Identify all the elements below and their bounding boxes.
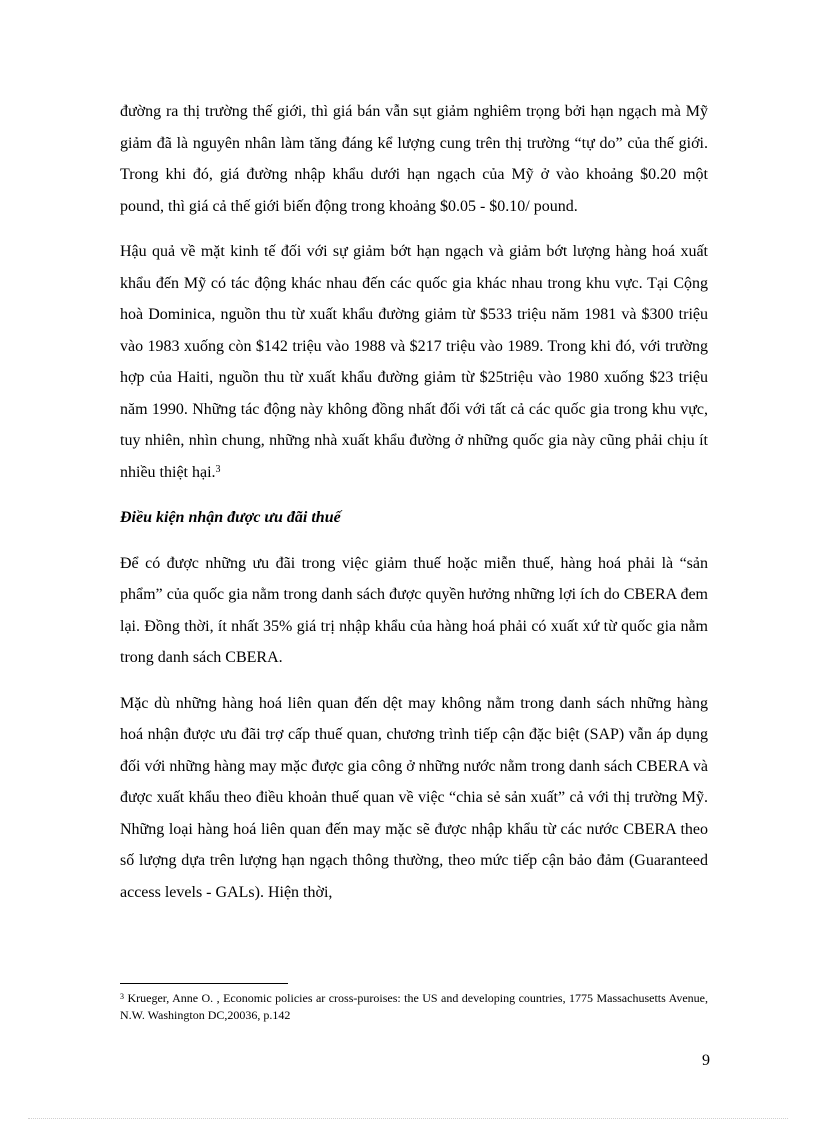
footnote <box>120 990 708 1024</box>
footnote-separator <box>120 983 288 984</box>
page-number: 9 <box>702 1052 710 1069</box>
section-heading: Điều kiện nhận được ưu đãi thuế <box>120 509 341 526</box>
footnote-marker: 3 <box>120 992 124 1001</box>
paragraph-2 <box>120 236 708 488</box>
footnote-reference[interactable]: 3 <box>215 463 221 475</box>
paragraph-1: đường ra thị trường thế giới, thì giá bán vẫn sụt giảm nghiêm trọng bởi hạn ngạch mà Mỹ giảm đã là nguyên nhân làm tăng đáng kể lượng cung trên thị trường “tự do” của thế giới. Trong khi đó, giá đường nhập khẩu dưới hạn ngạch của Mỹ ở vào khoảng $0.20 một pound, thì giá cả thế giới biến động trong khoảng $0.05 - $0.10/ pound. <box>120 103 708 215</box>
page-bottom-edge <box>28 1118 788 1119</box>
paragraph-3: Để có được những ưu đãi trong việc giảm thuế hoặc miễn thuế, hàng hoá phải là “sản phẩm” của quốc gia nằm trong danh sách được quyền hưởng những lợi ích do CBERA đem lại. Đồng thời, ít nhất 35% giá trị nhập khẩu của hàng hoá phải có xuất xứ từ quốc gia nằm trong danh sách CBERA. <box>120 554 708 666</box>
paragraph-2-text: Hậu quả về mặt kinh tế đối với sự giảm bớt hạn ngạch và giảm bớt lượng hàng hoá xuất khẩu đến Mỹ có tác động khác nhau đến các quốc gia khác nhau trong khu vực. Tại Cộng hoà Dominica, nguồn thu từ xuất khẩu đường giảm từ $533 triệu năm 1981 và $300 triệu vào 1983 xuống còn $142 triệu vào 1988 và $217 triệu vào 1989. Trong khi đó, với trường hợp của Haiti, nguồn thu từ xuất khẩu đường giảm từ $25triệu vào 1980 xuống $23 triệu năm 1990. Những tác động này không đồng nhất đối với tất cả các quốc gia trong khu vực, tuy nhiên, nhìn chung, những nhà xuất khẩu đường ở những quốc gia này cũng phải chịu ít nhiều thiệt hại. <box>120 243 708 481</box>
body-text <box>120 96 708 922</box>
paragraph-4: Mặc dù những hàng hoá liên quan đến dệt may không nằm trong danh sách những hàng hoá nhận được ưu đãi trợ cấp thuế quan, chương trình tiếp cận đặc biệt (SAP) vẫn áp dụng đối với những hàng may mặc được gia công ở những nước nằm trong danh sách CBERA và được xuất khẩu theo điều khoản thuế quan về việc “chia sẻ sản xuất” cả với thị trường Mỹ. Những loại hàng hoá liên quan đến may mặc sẽ được nhập khẩu từ các nước CBERA theo số lượng dựa trên lượng hạn ngạch thông thường, theo mức tiếp cận bảo đảm (Guaranteed access levels - GALs). Hiện thời, <box>120 694 708 901</box>
footnote-text: Krueger, Anne O. , Economic policies ar cross-puroises: the US and developing countries, 1775 Massachusetts Avenue, N.W. Washington DC,20036, p.142 <box>120 991 708 1022</box>
